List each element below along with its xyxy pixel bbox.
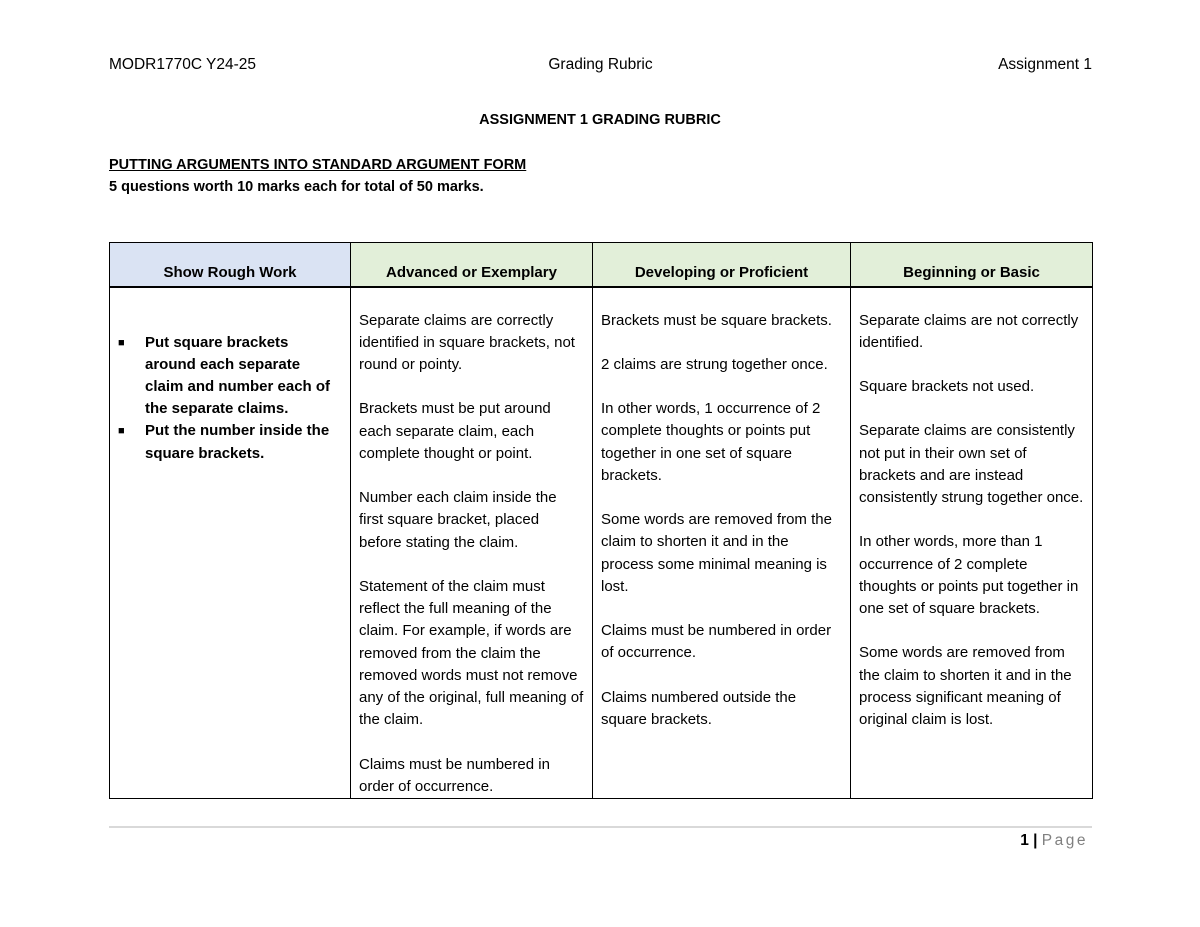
developing-criterion: Claims must be numbered in order of occurrence. xyxy=(601,622,832,662)
section-subheading: 5 questions worth 10 marks each for total of 50 marks. xyxy=(109,179,484,195)
rubric-table xyxy=(109,242,1093,799)
rough-work-list xyxy=(118,332,342,465)
header-show-rough-work: Show Rough Work xyxy=(110,243,351,287)
advanced-cell xyxy=(351,287,593,799)
header-advanced: Advanced or Exemplary xyxy=(351,243,593,287)
page-number-value: 1 xyxy=(1020,832,1029,849)
developing-criterion: Some words are removed from the claim to shorten it and in the process some minimal meaning is lost. xyxy=(601,511,832,595)
header-beginning: Beginning or Basic xyxy=(851,243,1093,287)
square-bullet-icon: ■ xyxy=(118,425,125,438)
document-title: ASSIGNMENT 1 GRADING RUBRIC xyxy=(479,112,721,128)
page-header xyxy=(109,56,1092,76)
advanced-criterion: Number each claim inside the first square bracket, placed before stating the claim. xyxy=(359,489,557,551)
beginning-criterion: Square brackets not used. xyxy=(859,378,1035,396)
course-code: MODR1770C Y24-25 xyxy=(109,56,257,73)
beginning-cell xyxy=(851,287,1093,799)
rubric-header-row xyxy=(110,243,1093,287)
developing-criterion: Brackets must be square brackets. xyxy=(601,311,832,329)
beginning-criterion: Separate claims are not correctly identified. xyxy=(859,311,1079,351)
advanced-criterion: Statement of the claim must reflect the full meaning of the claim. For example, if words are removed from the claim the removed words must not remove any of the original, full meaning of the claim. xyxy=(359,577,584,729)
list-item-text: Put the number inside the square brackets. xyxy=(145,422,330,462)
developing-criterion: In other words, 1 occurrence of 2 complete thoughts or points put together in one set of square brackets. xyxy=(601,400,821,484)
list-item xyxy=(118,332,342,421)
rubric-body-row xyxy=(110,287,1093,799)
list-item-text: Put square brackets around each separate claim and number each of the separate claims. xyxy=(145,333,331,418)
advanced-criterion: Claims must be numbered in order of occurrence. xyxy=(359,755,550,795)
developing-cell xyxy=(593,287,851,799)
beginning-criterion: Separate claims are consistently not put in their own set of brackets and are instead consistently strung together once. xyxy=(859,422,1084,507)
rough-work-cell xyxy=(110,287,351,799)
square-bullet-icon: ■ xyxy=(118,336,125,349)
section-heading: PUTTING ARGUMENTS INTO STANDARD ARGUMENT FORM xyxy=(109,157,527,173)
footer-divider xyxy=(109,826,1092,828)
page-separator: | xyxy=(1033,832,1038,849)
developing-criterion: 2 claims are strung together once. xyxy=(601,355,828,373)
beginning-criterion: In other words, more than 1 occurrence of 2 complete thoughts or points put together in one set of square brackets. xyxy=(859,533,1079,618)
list-item xyxy=(118,420,342,464)
advanced-criterion: Separate claims are correctly identified in square brackets, not round or pointy. xyxy=(359,311,575,373)
page-number xyxy=(1020,832,1088,850)
developing-criterion: Claims numbered outside the square brackets. xyxy=(601,688,797,729)
page-label: Page xyxy=(1041,832,1088,849)
header-assignment: Assignment 1 xyxy=(998,56,1092,73)
header-title: Grading Rubric xyxy=(548,56,653,73)
beginning-criterion: Some words are removed from the claim to shorten it and in the process significant meaning of original claim is lost. xyxy=(859,644,1072,729)
header-developing: Developing or Proficient xyxy=(593,243,851,287)
advanced-criterion: Brackets must be put around each separate claim, each complete thought or point. xyxy=(359,400,551,462)
